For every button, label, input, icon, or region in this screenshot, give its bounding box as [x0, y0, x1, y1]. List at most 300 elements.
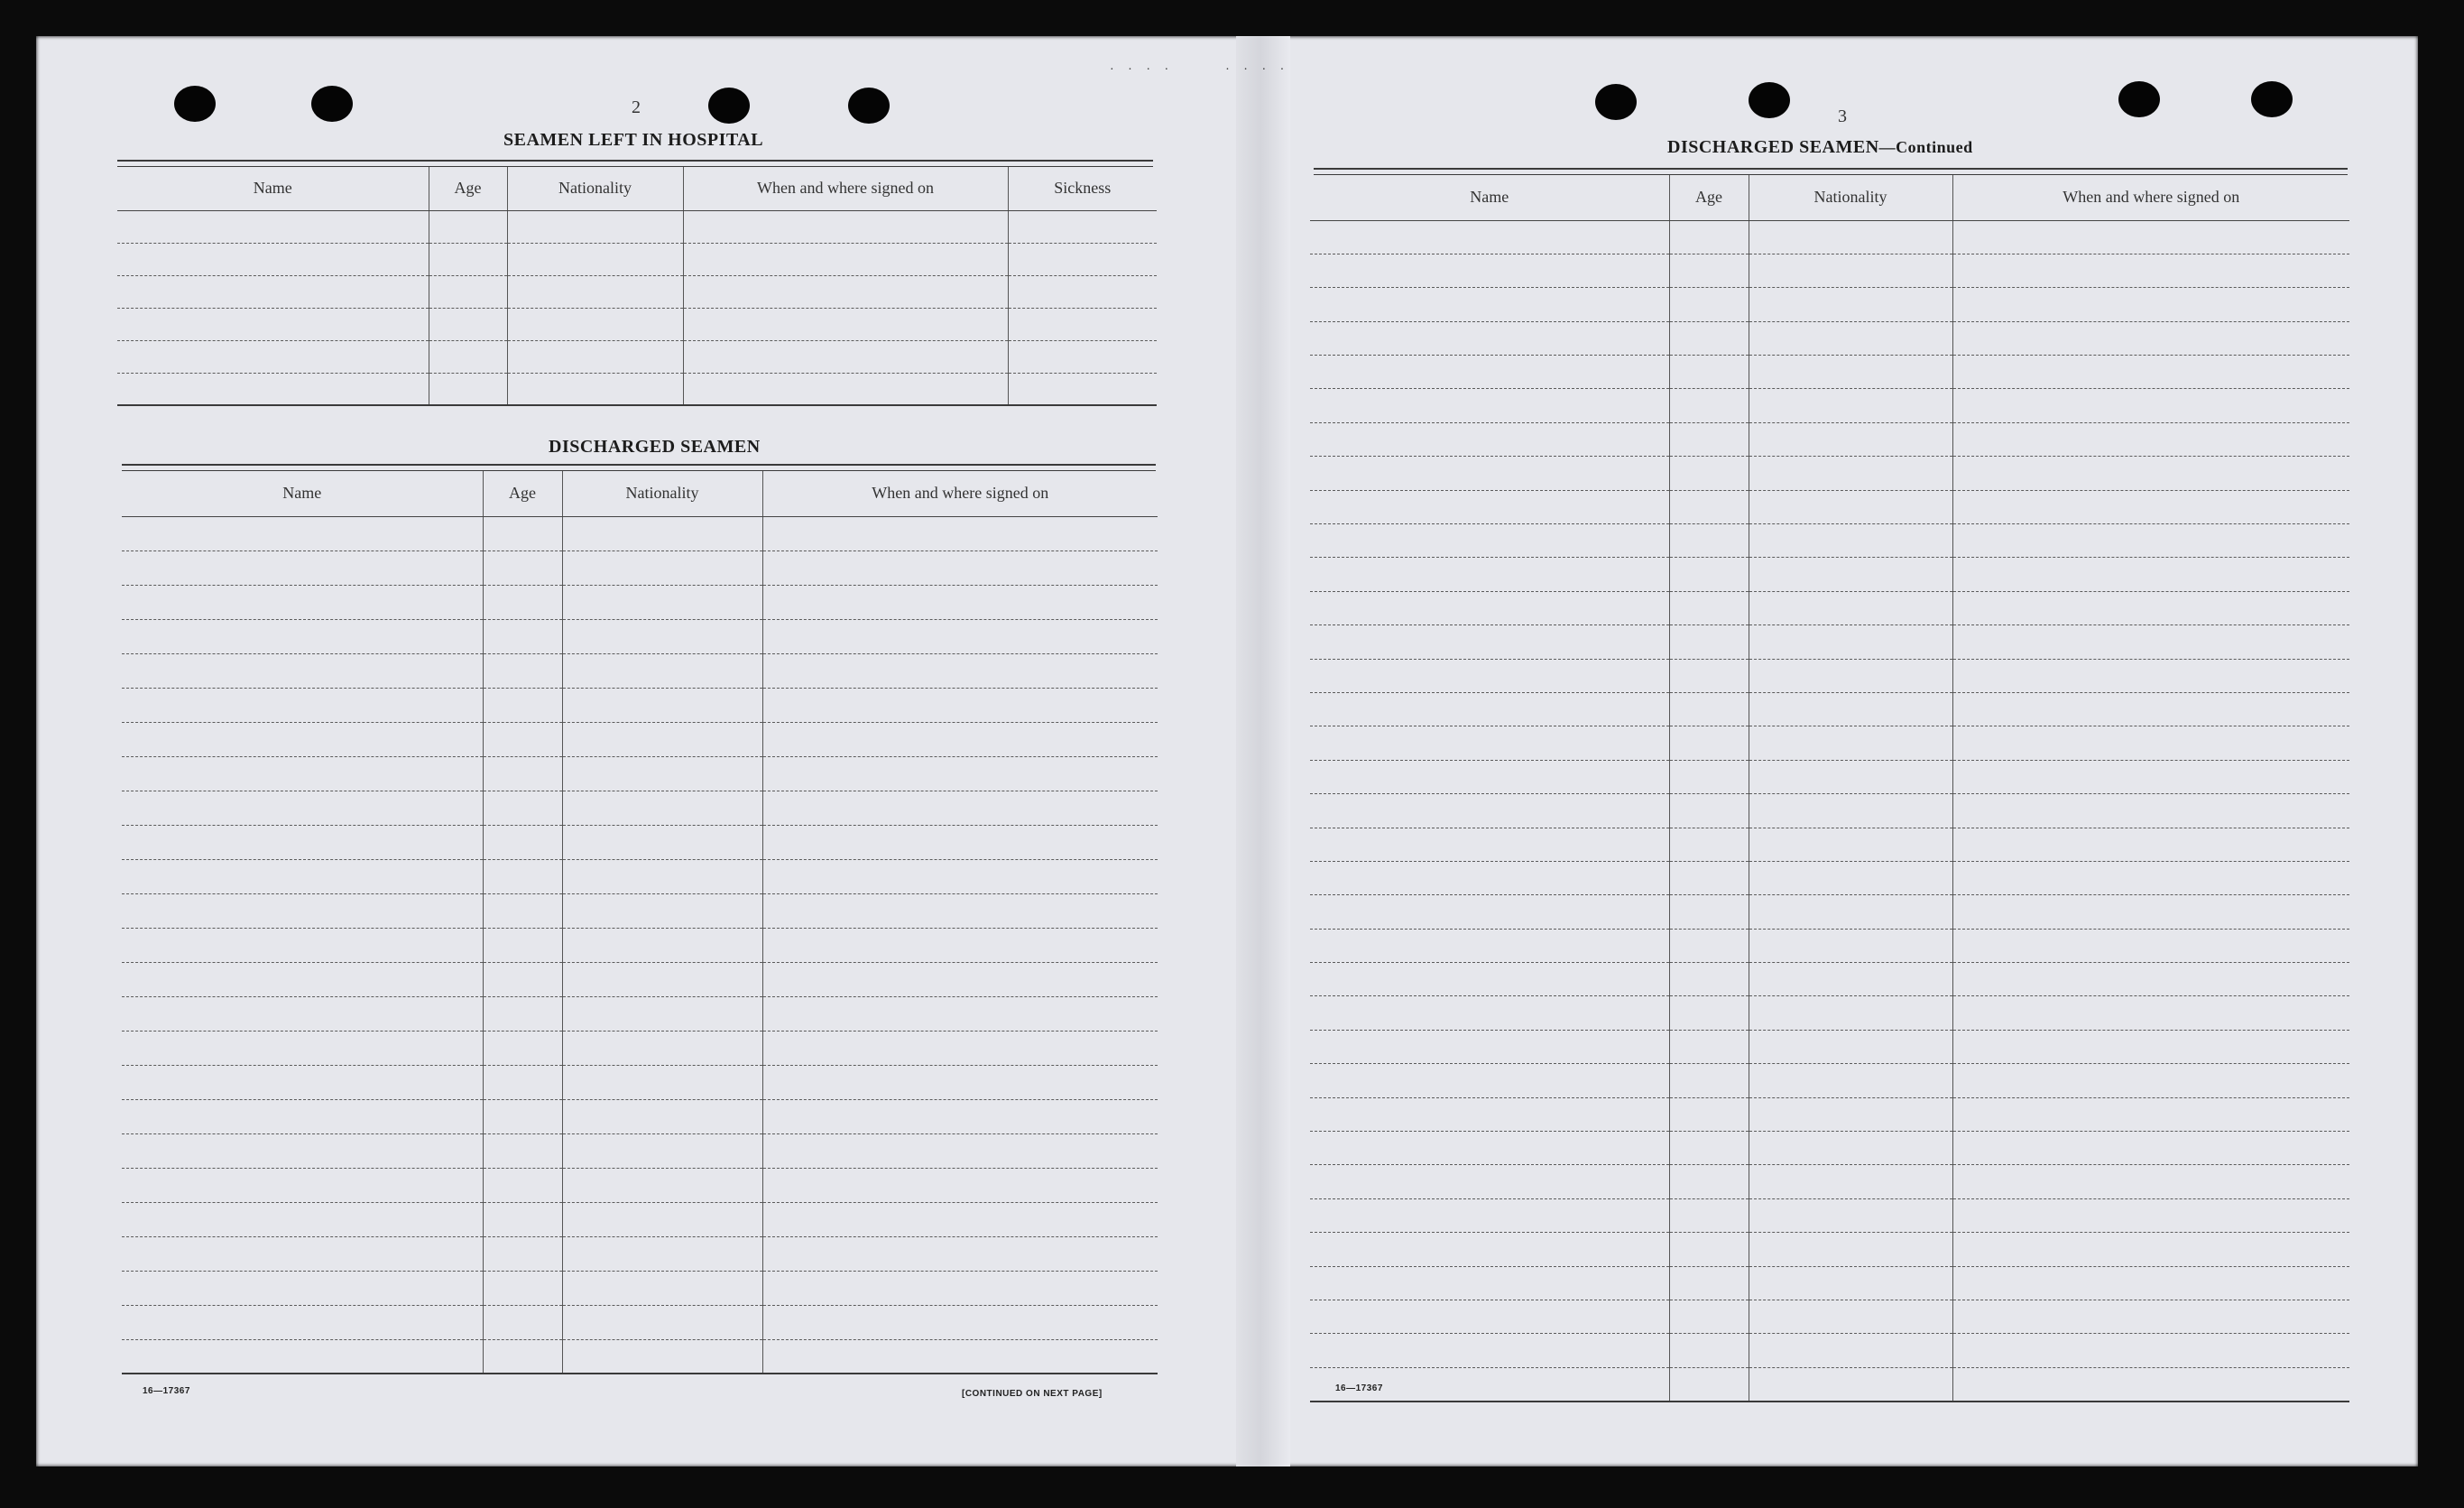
table-cell [762, 550, 1158, 585]
table-row [1310, 1198, 2349, 1232]
column-header-name: Name [1310, 175, 1669, 220]
table-row [117, 275, 1157, 308]
table-cell [117, 210, 429, 243]
table-cell [1669, 895, 1749, 929]
table-cell [122, 1271, 483, 1305]
table-cell [1749, 490, 1952, 523]
table-row [1310, 760, 2349, 793]
table-row [1310, 490, 2349, 523]
table-cell [122, 653, 483, 688]
table-cell [483, 1305, 562, 1339]
table-cell [122, 791, 483, 825]
table-cell [1952, 1367, 2349, 1401]
table-row [122, 859, 1158, 893]
table-cell [1952, 760, 2349, 793]
table-cell [429, 340, 507, 373]
table-cell [122, 1305, 483, 1339]
table-cell [1952, 422, 2349, 456]
table-cell [1749, 895, 1952, 929]
table-cell [1952, 591, 2349, 624]
table-cell [483, 688, 562, 722]
table-cell [762, 1133, 1158, 1168]
table-cell [1749, 288, 1952, 321]
punch-hole [174, 86, 216, 122]
table-cell [1310, 1266, 1669, 1300]
table-row [1310, 996, 2349, 1030]
table-cell [483, 1133, 562, 1168]
table-row [1310, 558, 2349, 591]
table-cell [1749, 1165, 1952, 1198]
table-cell [562, 756, 762, 791]
table-cell [1952, 1233, 2349, 1266]
table-cell [762, 585, 1158, 619]
table-cell [1952, 254, 2349, 287]
table-cell [122, 585, 483, 619]
table-row [122, 1236, 1158, 1271]
table-cell [1669, 659, 1749, 692]
table-cell [562, 722, 762, 756]
table-cell [122, 825, 483, 859]
table-cell [1952, 1165, 2349, 1198]
table-cell [1008, 210, 1157, 243]
table-cell [562, 1236, 762, 1271]
table-cell [483, 1031, 562, 1065]
table-cell [117, 308, 429, 340]
table-cell [1669, 288, 1749, 321]
table-cell [1669, 558, 1749, 591]
table-cell [1310, 996, 1669, 1030]
table-cell [1669, 760, 1749, 793]
table-cell [122, 1065, 483, 1099]
discharged-top-rule [122, 464, 1156, 471]
table-cell [1310, 929, 1669, 962]
table-cell [1310, 356, 1669, 389]
table-cell [1952, 1198, 2349, 1232]
table-cell [1669, 422, 1749, 456]
table-cell [122, 996, 483, 1031]
table-cell [1669, 1266, 1749, 1300]
table-cell [1669, 996, 1749, 1030]
punch-hole [2251, 81, 2293, 117]
punch-hole [848, 88, 890, 124]
page-gutter [1236, 36, 1290, 1466]
table-cell [1310, 861, 1669, 894]
table-cell [1669, 1233, 1749, 1266]
table-cell [562, 585, 762, 619]
table-cell [1310, 288, 1669, 321]
table-row [117, 210, 1157, 243]
column-header-age: Age [483, 471, 562, 516]
table-cell [117, 373, 429, 405]
table-row [1310, 457, 2349, 490]
table-row [1310, 659, 2349, 692]
table-cell [683, 373, 1008, 405]
table-cell [1310, 963, 1669, 996]
right-discharged-table [1310, 175, 2349, 1402]
table-cell [1749, 726, 1952, 760]
page-number-right: 3 [1838, 106, 1847, 126]
table-cell [1749, 1064, 1952, 1097]
table-cell [1669, 794, 1749, 828]
table-row [1310, 726, 2349, 760]
column-header-name: Name [122, 471, 483, 516]
table-cell [483, 825, 562, 859]
table-cell [1669, 1097, 1749, 1131]
table-cell [1749, 389, 1952, 422]
table-row [122, 1133, 1158, 1168]
hospital-top-rule [117, 160, 1153, 167]
table-cell [1310, 625, 1669, 659]
table-cell [507, 210, 683, 243]
table-cell [483, 1339, 562, 1374]
table-cell [1749, 321, 1952, 355]
table-cell [1669, 1064, 1749, 1097]
table-cell [762, 996, 1158, 1031]
table-row [1310, 1132, 2349, 1165]
table-cell [483, 1065, 562, 1099]
column-header-nationality: Nationality [507, 167, 683, 210]
table-cell [1952, 288, 2349, 321]
hospital-section-title: SEAMEN LEFT IN HOSPITAL [503, 130, 764, 150]
table-row [1310, 1266, 2349, 1300]
table-cell [562, 1202, 762, 1236]
table-cell [683, 210, 1008, 243]
table-cell [1952, 861, 2349, 894]
table-cell [562, 825, 762, 859]
table-cell [762, 1099, 1158, 1133]
table-cell [483, 1099, 562, 1133]
table-cell [1749, 524, 1952, 558]
table-cell [483, 585, 562, 619]
table-cell [1669, 1367, 1749, 1401]
table-row [117, 308, 1157, 340]
table-cell [1749, 861, 1952, 894]
table-cell [483, 1236, 562, 1271]
table-cell [429, 243, 507, 275]
table-cell [1749, 1198, 1952, 1232]
table-row [117, 373, 1157, 405]
table-cell [1310, 1198, 1669, 1232]
table-cell [483, 791, 562, 825]
table-cell [429, 275, 507, 308]
right-title-suffix: —Continued [1878, 138, 1973, 156]
table-cell [507, 243, 683, 275]
table-cell [122, 1236, 483, 1271]
table-cell [122, 928, 483, 962]
table-cell [1749, 1132, 1952, 1165]
table-cell [1952, 794, 2349, 828]
table-cell [562, 1099, 762, 1133]
table-cell [562, 516, 762, 550]
table-cell [762, 1271, 1158, 1305]
table-cell [122, 1202, 483, 1236]
table-cell [762, 1202, 1158, 1236]
table-cell [762, 756, 1158, 791]
table-cell [562, 1271, 762, 1305]
table-cell [762, 516, 1158, 550]
table-cell [1669, 1030, 1749, 1063]
table-cell [1310, 558, 1669, 591]
table-cell [1669, 490, 1749, 523]
continued-note: [CONTINUED ON NEXT PAGE] [962, 1389, 1103, 1399]
right-title-text: DISCHARGED SEAMEN [1667, 137, 1879, 157]
table-cell [1952, 1132, 2349, 1165]
table-cell [1952, 1097, 2349, 1131]
table-cell [117, 243, 429, 275]
table-cell [1310, 1064, 1669, 1097]
table-cell [1669, 1334, 1749, 1367]
table-cell [1952, 625, 2349, 659]
table-cell [1669, 828, 1749, 861]
table-cell [683, 308, 1008, 340]
table-cell [483, 996, 562, 1031]
table-row [117, 340, 1157, 373]
table-cell [1669, 861, 1749, 894]
table-cell [122, 550, 483, 585]
table-row [1310, 692, 2349, 726]
table-row [1310, 625, 2349, 659]
table-cell [1952, 659, 2349, 692]
table-cell [1310, 524, 1669, 558]
table-cell [562, 619, 762, 653]
table-cell [1310, 760, 1669, 793]
table-row [122, 516, 1158, 550]
table-cell [1669, 254, 1749, 287]
column-header-nationality: Nationality [562, 471, 762, 516]
table-cell [429, 210, 507, 243]
table-cell [1310, 254, 1669, 287]
table-cell [1310, 220, 1669, 254]
table-row [1310, 288, 2349, 321]
table-cell [1669, 1132, 1749, 1165]
table-cell [122, 688, 483, 722]
table-cell [1310, 422, 1669, 456]
table-cell [122, 619, 483, 653]
document-sheet [36, 36, 2418, 1466]
column-header-sickness: Sickness [1008, 167, 1157, 210]
table-row [1310, 895, 2349, 929]
table-cell [122, 962, 483, 996]
table-cell [1310, 1030, 1669, 1063]
table-cell [562, 996, 762, 1031]
table-row [1310, 1097, 2349, 1131]
table-row [1310, 1367, 2349, 1401]
table-cell [1749, 794, 1952, 828]
table-row [122, 688, 1158, 722]
table-cell [1952, 321, 2349, 355]
table-row [117, 243, 1157, 275]
table-cell [1749, 457, 1952, 490]
table-cell [762, 825, 1158, 859]
table-row [1310, 422, 2349, 456]
table-cell [1310, 591, 1669, 624]
table-row [1310, 356, 2349, 389]
column-header-nationality: Nationality [1749, 175, 1952, 220]
column-header-signed-on: When and where signed on [683, 167, 1008, 210]
table-cell [1952, 895, 2349, 929]
table-cell [1749, 760, 1952, 793]
table-row [122, 1099, 1158, 1133]
punch-hole [1595, 84, 1637, 120]
table-cell [1669, 356, 1749, 389]
table-cell [1952, 490, 2349, 523]
table-cell [507, 373, 683, 405]
table-cell [1952, 996, 2349, 1030]
table-cell [122, 1031, 483, 1065]
table-row [1310, 389, 2349, 422]
table-cell [762, 722, 1158, 756]
table-cell [1310, 1233, 1669, 1266]
table-cell [483, 928, 562, 962]
table-row [122, 619, 1158, 653]
table-row [122, 1031, 1158, 1065]
table-row [1310, 591, 2349, 624]
table-row [1310, 1300, 2349, 1334]
table-cell [562, 653, 762, 688]
table-cell [117, 340, 429, 373]
table-cell [562, 1031, 762, 1065]
table-cell [483, 962, 562, 996]
table-cell [1669, 963, 1749, 996]
table-cell [122, 1168, 483, 1202]
table-row [1310, 963, 2349, 996]
table-cell [1669, 1198, 1749, 1232]
discharged-section-title: DISCHARGED SEAMEN [549, 437, 761, 457]
table-cell [683, 340, 1008, 373]
table-cell [1310, 828, 1669, 861]
table-cell [122, 1339, 483, 1374]
table-row [122, 928, 1158, 962]
table-row [1310, 254, 2349, 287]
table-row [1310, 828, 2349, 861]
table-row [1310, 1064, 2349, 1097]
table-row [122, 1305, 1158, 1339]
table-cell [762, 962, 1158, 996]
table-cell [1749, 356, 1952, 389]
hospital-table [117, 167, 1157, 406]
table-cell [1669, 625, 1749, 659]
table-cell [1669, 726, 1749, 760]
table-row [122, 585, 1158, 619]
table-cell [1952, 220, 2349, 254]
table-cell [1749, 996, 1952, 1030]
table-cell [1008, 275, 1157, 308]
table-cell [1669, 1300, 1749, 1334]
table-cell [762, 688, 1158, 722]
table-row [122, 962, 1158, 996]
table-cell [1952, 389, 2349, 422]
table-cell [1310, 389, 1669, 422]
table-cell [122, 516, 483, 550]
table-cell [1749, 1367, 1952, 1401]
table-cell [507, 308, 683, 340]
table-cell [1749, 1334, 1952, 1367]
table-cell [762, 1305, 1158, 1339]
table-cell [483, 1271, 562, 1305]
table-cell [762, 1031, 1158, 1065]
table-cell [1008, 340, 1157, 373]
table-cell [429, 373, 507, 405]
table-cell [1749, 558, 1952, 591]
table-cell [483, 550, 562, 585]
table-cell [562, 928, 762, 962]
table-cell [1310, 726, 1669, 760]
table-row [122, 825, 1158, 859]
punch-hole [1749, 82, 1790, 118]
table-cell [507, 275, 683, 308]
table-cell [1952, 356, 2349, 389]
table-cell [483, 516, 562, 550]
column-header-signed-on: When and where signed on [1952, 175, 2349, 220]
table-cell [1669, 389, 1749, 422]
table-cell [1952, 1266, 2349, 1300]
table-cell [483, 1202, 562, 1236]
table-cell [1749, 963, 1952, 996]
table-cell [1952, 929, 2349, 962]
table-row [1310, 220, 2349, 254]
table-row [1310, 1165, 2349, 1198]
table-row [122, 1065, 1158, 1099]
table-cell [562, 962, 762, 996]
right-section-title [1667, 137, 1973, 158]
punch-hole [708, 88, 750, 124]
table-cell [562, 550, 762, 585]
table-cell [1310, 895, 1669, 929]
table-row [1310, 861, 2349, 894]
table-cell [122, 1133, 483, 1168]
table-cell [1749, 1030, 1952, 1063]
table-cell [507, 340, 683, 373]
table-cell [1749, 659, 1952, 692]
table-cell [1310, 1334, 1669, 1367]
table-cell [1669, 321, 1749, 355]
table-row [1310, 1030, 2349, 1063]
table-row [122, 791, 1158, 825]
table-cell [1669, 692, 1749, 726]
table-cell [1952, 1334, 2349, 1367]
table-cell [683, 275, 1008, 308]
table-row [1310, 794, 2349, 828]
table-row [122, 722, 1158, 756]
table-cell [1749, 591, 1952, 624]
table-cell [483, 619, 562, 653]
print-specks: · · · · · · · · [1110, 63, 1290, 77]
table-cell [1749, 929, 1952, 962]
table-cell [1952, 726, 2349, 760]
table-cell [562, 1339, 762, 1374]
table-cell [1008, 373, 1157, 405]
table-cell [1008, 308, 1157, 340]
table-cell [762, 791, 1158, 825]
table-cell [1952, 1300, 2349, 1334]
discharged-table [122, 471, 1158, 1374]
form-number-right: 16—17367 [1335, 1383, 1383, 1393]
table-cell [1749, 625, 1952, 659]
table-cell [562, 1065, 762, 1099]
table-cell [1952, 1064, 2349, 1097]
table-cell [1310, 457, 1669, 490]
table-cell [762, 1065, 1158, 1099]
table-cell [483, 722, 562, 756]
table-cell [1952, 524, 2349, 558]
table-row [1310, 929, 2349, 962]
table-row [122, 756, 1158, 791]
table-cell [762, 619, 1158, 653]
table-cell [1310, 1165, 1669, 1198]
table-cell [1749, 220, 1952, 254]
table-row [1310, 1233, 2349, 1266]
table-cell [483, 756, 562, 791]
